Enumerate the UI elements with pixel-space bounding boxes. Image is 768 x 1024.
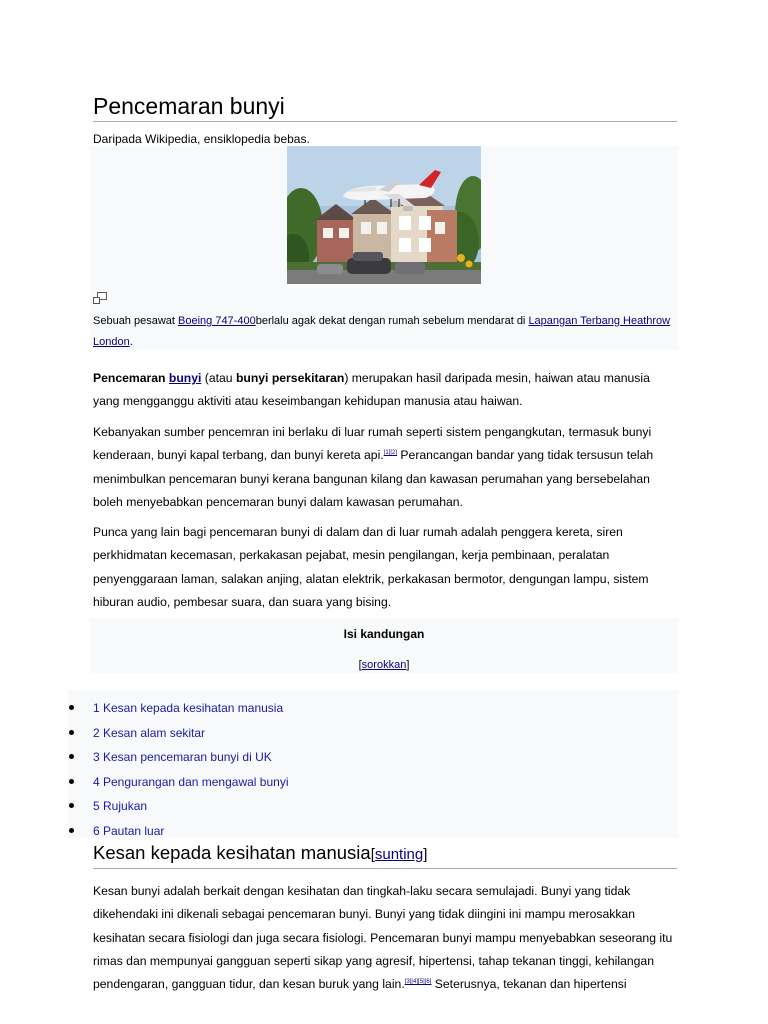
toc-link[interactable]: 4 Pengurangan dan mengawal bunyi — [93, 775, 289, 789]
toc-link[interactable]: 1 Kesan kepada kesihatan manusia — [93, 701, 284, 715]
bullet-icon — [69, 803, 74, 808]
caption-text-end: . — [129, 336, 133, 348]
reference-3-6[interactable]: [3][4][5][6] — [404, 979, 432, 986]
toc-header — [90, 618, 678, 673]
health-paragraph — [93, 880, 677, 996]
site-tagline: Daripada Wikipedia, ensiklopedia bebas. — [93, 132, 310, 146]
figure-caption — [93, 311, 675, 353]
bullet-icon — [69, 730, 74, 735]
toc-hide-link[interactable]: sorokkan — [361, 659, 407, 671]
airplane-over-houses-photo[interactable] — [287, 146, 481, 284]
edit-section — [371, 846, 428, 863]
toc-link[interactable]: 6 Pautan luar — [93, 824, 165, 838]
bullet-icon — [69, 705, 74, 710]
caption-text-mid: berlalu agak dekat dengan rumah sebelum mendarat di — [255, 315, 529, 327]
sources-text: Kebanyakan sumber pencemran ini berlaku di luar rumah seperti sistem pengangkutan, termasuk bunyi kenderaan, bunyi kapal terbang, dan bunyi kereta api. — [93, 425, 652, 463]
bullet-icon — [69, 828, 74, 833]
health-text: Kesan bunyi adalah berkait dengan kesihatan dan tingkah-laku secara semulajadi. Bunyi yang tidak dikehendaki ini dikenali sebagai pencemaran bunyi. Bunyi yang tidak diingini ini mampu merosakkan kesihatan secara fisiologi dan juga secara fisiologi. Pencemaran bunyi mampu menyebabkan seseorang itu rimas dan mempunyai gangguan seperti sikap yang agresif, hipertensi, tahap tekanan tinggi, kehilangan pendengaran, gangguan tidur, dan kesan buruk yang lain. — [93, 884, 673, 992]
toc-toggle — [90, 659, 678, 671]
intro-bold-alt-term: bunyi persekitaran — [235, 371, 345, 385]
section-heading-text: Kesan kepada kesihatan manusia — [93, 842, 371, 863]
toc-bracket-open: [ — [358, 659, 362, 671]
toc-link[interactable]: 5 Rujukan — [93, 799, 148, 813]
health-text-rest: Seterusnya, tekanan dan hipertensi — [431, 977, 627, 992]
reference-1-2[interactable]: [1][2] — [383, 450, 398, 457]
boeing-747-400-link[interactable]: Boeing 747-400 — [178, 315, 256, 327]
toc-link[interactable]: 3 Kesan pencemaran bunyi di UK — [93, 750, 272, 764]
intro-text-rest: ) merupakan hasil daripada mesin, haiwan atau manusia yang mengganggu aktiviti atau keseimbangan kehidupan manusia atau haiwan. — [93, 371, 650, 409]
intro-text: (atau — [201, 371, 236, 385]
heathrow-airport-link[interactable]: Lapangan Terbang Heathrow London — [93, 315, 671, 348]
bunyi-link[interactable]: bunyi — [168, 371, 202, 385]
toc-list — [68, 690, 678, 838]
page-title: Pencemaran bunyi — [93, 92, 677, 122]
bullet-icon — [69, 779, 74, 784]
edit-section-link[interactable]: sunting — [374, 846, 424, 863]
section-heading-health — [93, 841, 677, 869]
enlarge-icon[interactable] — [93, 292, 107, 304]
toc-bracket-close: ] — [406, 659, 410, 671]
intro-bold-term: Pencemaran — [93, 371, 169, 385]
sources-paragraph — [93, 421, 677, 514]
causes-paragraph: Punca yang lain bagi pencemaran bunyi di dalam dan di luar rumah adalah penggera kereta, siren perkhidmatan kecemasan, perkakasan pejabat, mesin pengilangan, kerja pembinaan, peralatan penyenggaraan laman, salakan anjing, alatan elektrik, perkakasan bermotor, dengungan lampu, sistem hiburan audio, pembesar suara, dan suara yang bising. — [93, 525, 649, 609]
edit-bracket-close: ] — [423, 846, 428, 863]
toc-title: Isi kandungan — [343, 627, 425, 641]
caption-text: Sebuah pesawat — [93, 315, 179, 327]
toc-link[interactable]: 2 Kesan alam sekitar — [93, 726, 206, 740]
edit-bracket-open: [ — [370, 846, 375, 863]
intro-paragraph — [93, 367, 677, 414]
bullet-icon — [69, 754, 74, 759]
sources-text-rest: Perancangan bandar yang tidak tersusun telah menimbulkan pencemaran bunyi kerana bangunan kilang dan kawasan perumahan yang bersebelahan boleh menyebabkan pencemaran bunyi dalam kawasan perumahan. — [93, 448, 654, 509]
